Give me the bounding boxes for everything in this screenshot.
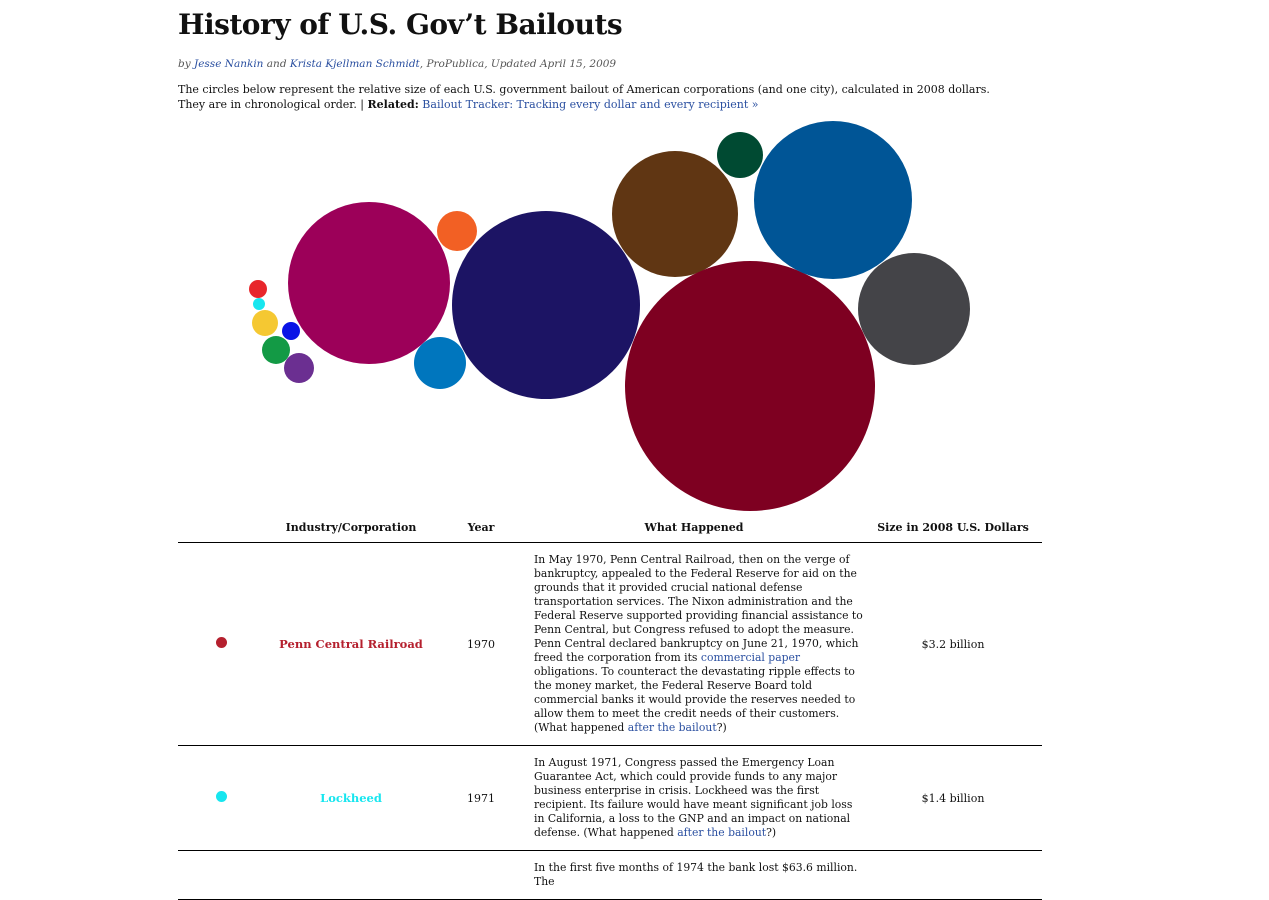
what-link[interactable]: commercial paper	[700, 651, 801, 664]
bubble-9[interactable]	[414, 337, 466, 389]
page-title: History of U.S. Gov’t Bailouts	[178, 8, 623, 41]
bubble-5[interactable]	[262, 336, 290, 364]
row-size: $3.2 billion	[864, 543, 1042, 746]
author-link-2[interactable]: Krista Kjellman Schmidt	[289, 58, 420, 70]
row-dot-cell	[178, 543, 264, 746]
what-text: In May 1970, Penn Central Railroad, then on the verge of bankruptcy, appealed to the Federal Reserve for aid on the grounds that it provided crucial national defense transportation services. The Nixon administration and the Federal Reserve supported providing financial assistance to Penn Central, but Congress refused to adopt the measure. Penn Central declared bankruptcy on June 21, 1970, which freed the corporation from its	[534, 553, 863, 664]
row-corp: Penn Central Railroad	[264, 543, 438, 746]
table-row	[178, 543, 1042, 746]
bubble-14[interactable]	[754, 121, 912, 279]
what-text: ?)	[716, 721, 727, 734]
color-dot	[216, 637, 227, 648]
byline-prefix: by	[178, 58, 191, 70]
what-text: ?)	[766, 826, 777, 839]
bailout-table	[178, 518, 1042, 900]
header-size: Size in 2008 U.S. Dollars	[864, 518, 1042, 543]
byline-suffix: , ProPublica, Updated April 15, 2009	[419, 58, 617, 70]
row-year: 1971	[438, 746, 524, 851]
row-year: 1970	[438, 543, 524, 746]
row-year	[438, 851, 524, 900]
bubble-13[interactable]	[625, 261, 875, 511]
intro-text	[178, 82, 998, 112]
bubble-1[interactable]	[249, 280, 267, 298]
author-link-1[interactable]: Jesse Nankin	[194, 58, 264, 70]
bubble-10[interactable]	[452, 211, 640, 399]
row-size	[864, 851, 1042, 900]
related-label: Related:	[367, 98, 419, 111]
bubble-15[interactable]	[858, 253, 970, 365]
header-what: What Happened	[524, 518, 864, 543]
what-text: obligations. To counteract the devastating ripple effects to the money market, the Federal Reserve Board told commercial banks it would provide the reserves needed to allow them to meet the credit needs of their customers. (What happened	[534, 665, 856, 734]
intro-body: The circles below represent the relative size of each U.S. government bailout of American corporations (and one city), calculated in 2008 dollars. They are in chronological order. |	[178, 83, 990, 111]
row-corp	[264, 851, 438, 900]
row-dot-cell	[178, 851, 264, 900]
row-what	[524, 746, 864, 851]
what-link[interactable]: after the bailout	[677, 826, 767, 839]
bubble-4[interactable]	[282, 322, 300, 340]
table-row	[178, 746, 1042, 851]
bubble-8[interactable]	[437, 211, 477, 251]
byline	[178, 58, 616, 70]
bubble-11[interactable]	[612, 151, 738, 277]
byline-and: and	[266, 58, 287, 70]
bubble-7[interactable]	[288, 202, 450, 364]
row-what	[524, 851, 864, 900]
row-size: $1.4 billion	[864, 746, 1042, 851]
color-dot	[216, 791, 227, 802]
row-dot-cell	[178, 746, 264, 851]
bubble-12[interactable]	[717, 132, 763, 178]
table-row	[178, 851, 1042, 900]
what-text: In August 1971, Congress passed the Emergency Loan Guarantee Act, which could provide funds to any major business enterprise in crisis. Lockheed was the first recipient. Its failure would have meant significant job loss in California, a loss to the GNP and an impact on national defense. (What happened	[534, 756, 853, 839]
related-link[interactable]: Bailout Tracker: Tracking every dollar and every recipient »	[422, 98, 759, 111]
table-header-row	[178, 518, 1042, 543]
header-dot	[178, 518, 264, 543]
header-year: Year	[438, 518, 524, 543]
bubble-6[interactable]	[284, 353, 314, 383]
row-corp: Lockheed	[264, 746, 438, 851]
bubble-3[interactable]	[252, 310, 278, 336]
header-corp: Industry/Corporation	[264, 518, 438, 543]
row-what	[524, 543, 864, 746]
bubble-2[interactable]	[253, 298, 265, 310]
what-link[interactable]: after the bailout	[627, 721, 717, 734]
what-text: In the first five months of 1974 the bank lost $63.6 million. The	[534, 861, 858, 888]
